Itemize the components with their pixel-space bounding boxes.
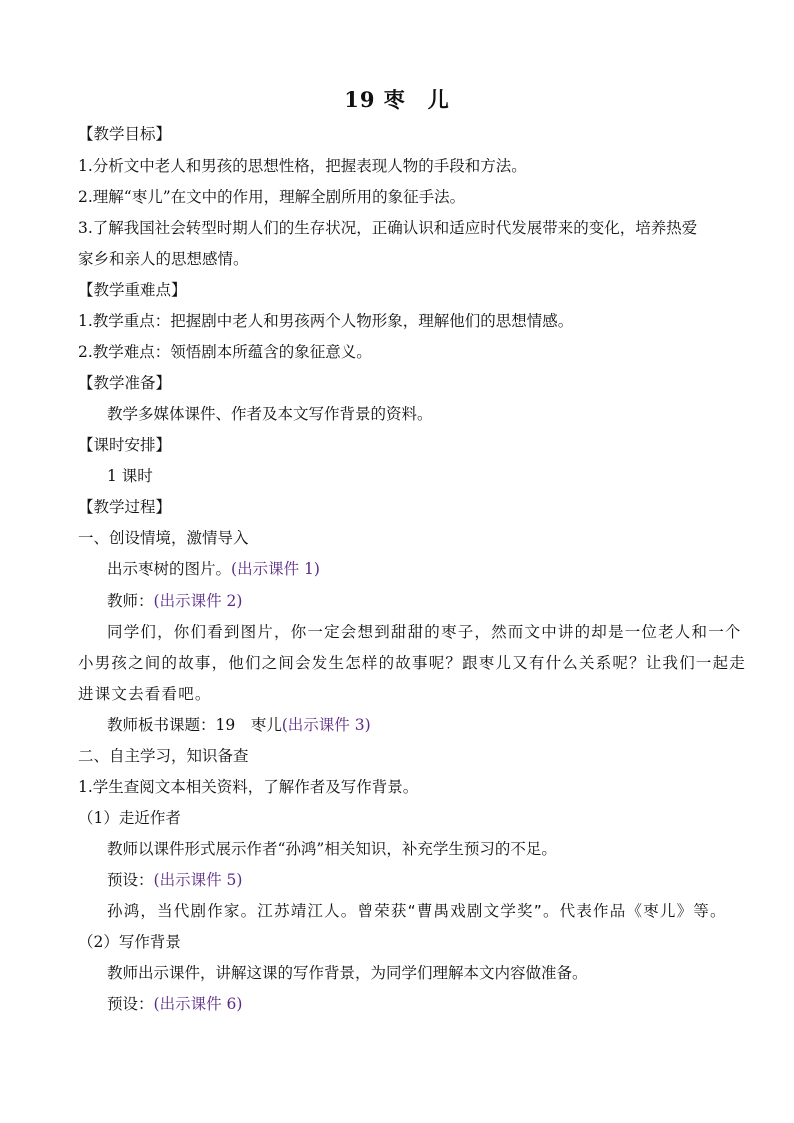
- courseware-1-label: (出示课件 1): [231, 560, 320, 578]
- key-point-1: 1.教学重点：把握剧中老人和男孩两个人物形象，理解他们的思想情感。: [78, 312, 574, 330]
- preset-label: 预设：: [107, 871, 154, 889]
- objectives-heading: 【教学目标】: [78, 125, 172, 143]
- part1-heading: 一、创设情境，激情导入: [78, 529, 249, 547]
- board-title-text: 教师板书课题：19 枣儿: [107, 716, 282, 734]
- key-points-heading: 【教学重难点】: [78, 281, 187, 299]
- sub1-text: 教师以课件形式展示作者“孙鸿”相关知识，补充学生预习的不足。: [107, 840, 557, 858]
- page-title: 19 枣 儿: [344, 87, 450, 112]
- preset-label-2: 预设：: [107, 995, 154, 1013]
- preparation-heading: 【教学准备】: [78, 374, 172, 392]
- step1-text: 1.学生查阅文本相关资料，了解作者及写作背景。: [78, 778, 419, 796]
- sub1-heading: （1）走近作者: [78, 809, 181, 827]
- board-title-line: [107, 714, 371, 736]
- courseware-6-label: (出示课件 6): [153, 995, 243, 1013]
- sub2-heading: （2）写作背景: [78, 933, 181, 951]
- show-picture-text: 出示枣树的图片。: [107, 560, 232, 578]
- process-heading: 【教学过程】: [78, 498, 172, 516]
- intro-para-line-1: 同学们，你们看到图片，你一定会想到甜甜的枣子，然而文中讲的却是一位老人和一个: [107, 623, 742, 641]
- preset-line-2: [107, 993, 242, 1015]
- key-point-2: 2.教学难点：领悟剧本所蕴含的象征意义。: [78, 343, 372, 361]
- preparation-text: 教学多媒体课件、作者及本文写作背景的资料。: [107, 405, 433, 423]
- objective-item-3-cont: 家乡和亲人的思想感情。: [78, 250, 249, 268]
- schedule-heading: 【课时安排】: [78, 436, 172, 454]
- schedule-text: 1 课时: [107, 467, 153, 485]
- courseware-3-label: (出示课件 3): [281, 716, 371, 734]
- courseware-2-label: (出示课件 2): [153, 592, 243, 610]
- objective-item-3: 3.了解我国社会转型时期人们的生存状况，正确认识和适应时代发展带来的变化，培养热爱: [78, 219, 698, 237]
- part2-heading: 二、自主学习，知识备查: [78, 747, 249, 765]
- show-picture-line: [107, 558, 320, 580]
- teacher-label: 教师：: [107, 592, 154, 610]
- preset-line-1: [107, 869, 242, 891]
- author-info: 孙鸿，当代剧作家。江苏靖江人。曾荣获“曹禺戏剧文学奖”。代表作品《枣儿》等。: [107, 902, 727, 920]
- intro-para-line-2: 小男孩之间的故事，他们之间会发生怎样的故事呢？跟枣儿又有什么关系呢？让我们一起走: [78, 654, 747, 672]
- teacher-line: [107, 590, 242, 612]
- sub2-text: 教师出示课件，讲解这课的写作背景，为同学们理解本文内容做准备。: [107, 964, 588, 982]
- courseware-5-label: (出示课件 5): [153, 871, 243, 889]
- objective-item-2: 2.理解“枣儿”在文中的作用，理解全剧所用的象征手法。: [78, 188, 466, 206]
- objective-item-1: 1.分析文中老人和男孩的思想性格，把握表现人物的手段和方法。: [78, 157, 527, 175]
- intro-para-line-3: 进课文去看看吧。: [78, 685, 212, 703]
